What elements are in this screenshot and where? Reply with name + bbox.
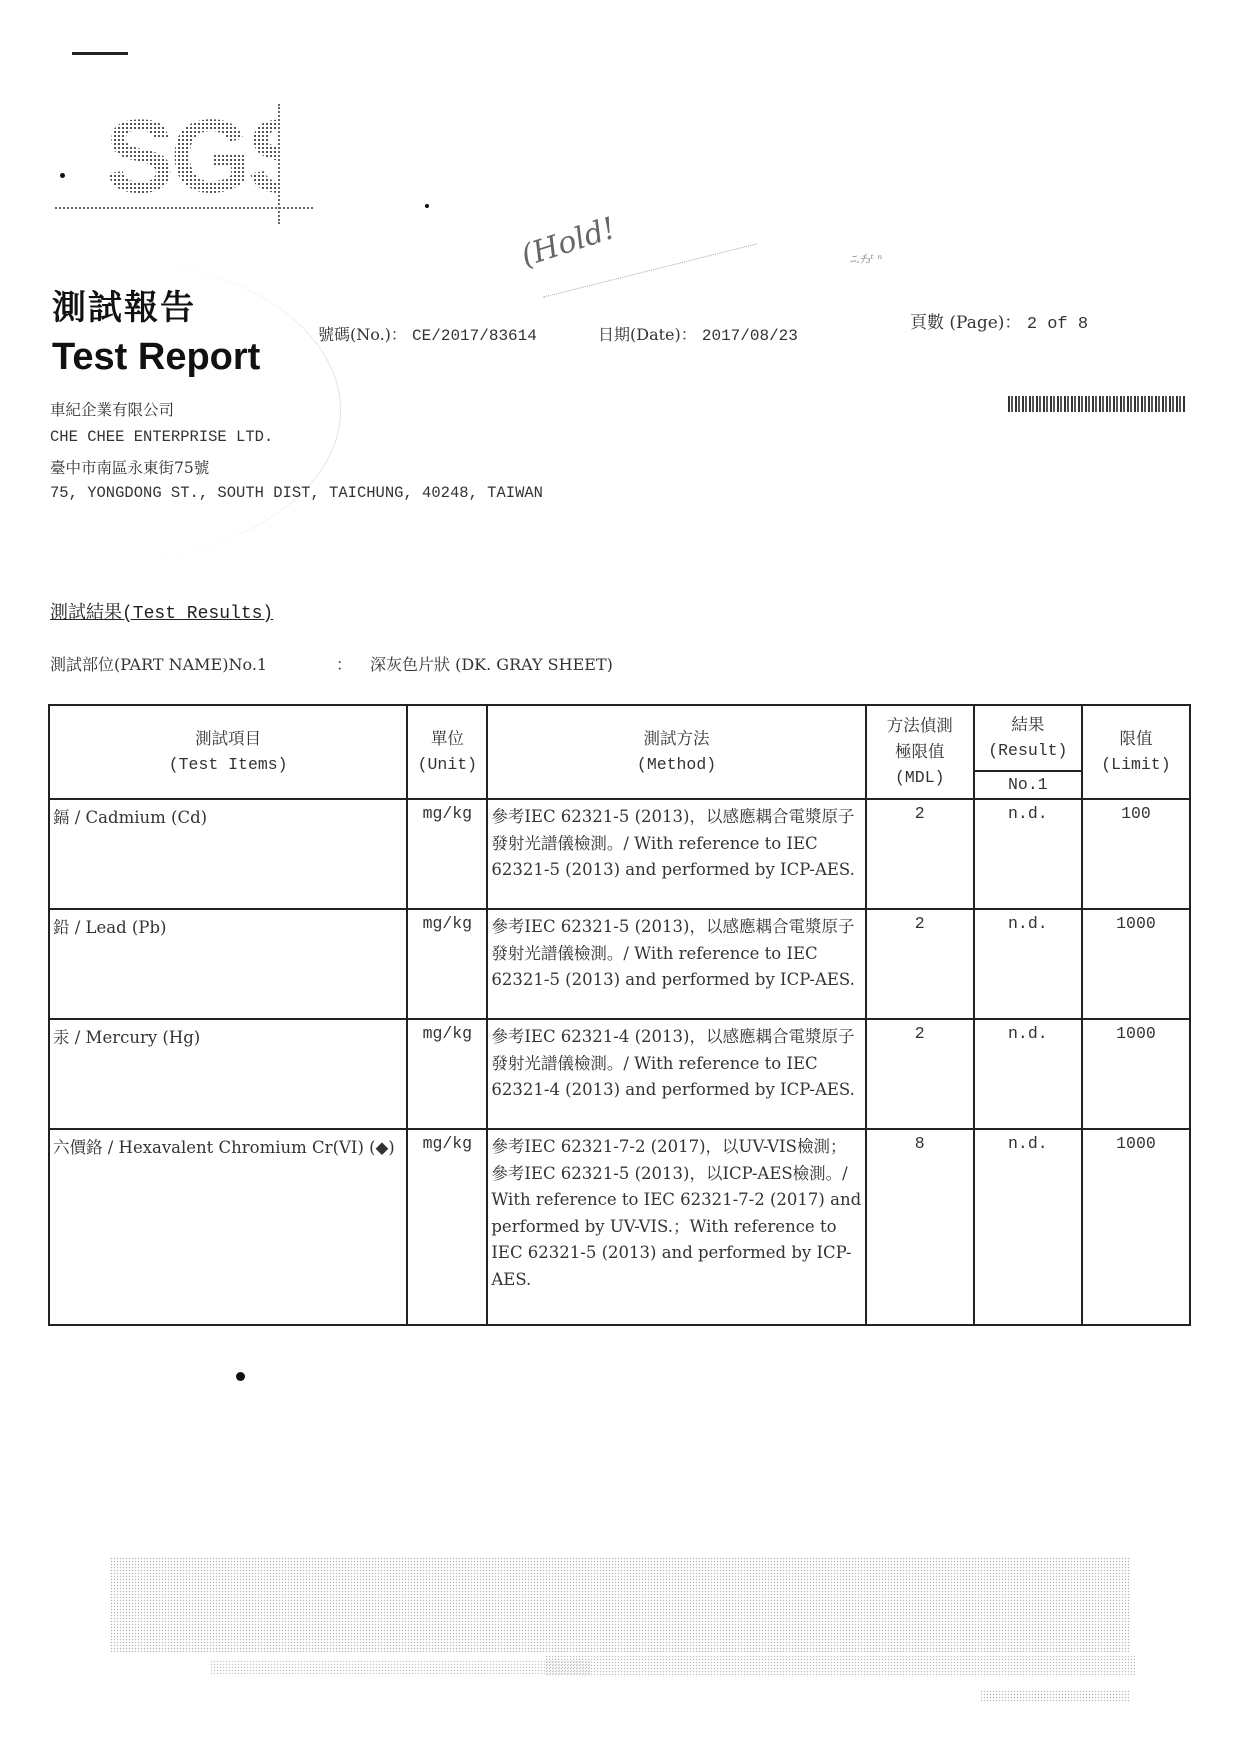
cell-result: n.d.	[974, 1019, 1082, 1129]
footer-member-code	[980, 1690, 1130, 1702]
handwritten-scribble: ﾆ.ﾁ₃ᵗ ⁿ	[850, 252, 883, 266]
part-separator: ：	[336, 655, 353, 674]
table-row-lead	[49, 909, 1190, 1019]
cell-limit: 1000	[1082, 909, 1190, 1019]
cell-limit: 100	[1082, 799, 1190, 909]
cell-mdl: 8	[866, 1129, 974, 1325]
cell-item: 鎘 / Cadmium (Cd)	[49, 799, 407, 909]
col-label-cn: 限值	[1119, 729, 1153, 748]
scan-dot	[60, 173, 65, 178]
col-label-cn: 單位	[430, 729, 464, 748]
col-method	[487, 705, 865, 799]
col-label-en: (Method)	[636, 755, 717, 774]
cell-unit: mg/kg	[407, 1129, 487, 1325]
top-dash-mark	[72, 52, 128, 55]
col-label-cn: 結果	[1011, 715, 1045, 734]
table-row-cadmium	[49, 799, 1190, 909]
cell-result: n.d.	[974, 909, 1082, 1019]
col-label-en: (MDL)	[894, 768, 945, 787]
col-result	[974, 705, 1082, 771]
cell-method: 參考IEC 62321-5 (2013)，以感應耦合電漿原子發射光譜儀檢測。/ With reference to IEC 62321-5 (2013) and performed by ICP-AES.	[487, 909, 865, 1019]
barcode	[1008, 396, 1186, 412]
report-date: 2017/08/23	[701, 327, 798, 345]
cell-result: n.d.	[974, 799, 1082, 909]
cell-mdl: 2	[866, 1019, 974, 1129]
cell-limit: 1000	[1082, 1129, 1190, 1325]
page-number: 2 of 8	[1026, 315, 1089, 334]
cell-unit: mg/kg	[407, 909, 487, 1019]
col-limit	[1082, 705, 1190, 799]
part-name-value: 深灰色片狀 (DK. GRAY SHEET)	[370, 655, 613, 674]
cell-mdl: 2	[866, 909, 974, 1019]
report-date-line	[598, 322, 798, 345]
page-number-line	[910, 308, 1088, 334]
page-label: 頁數 (Page)：	[910, 313, 1022, 333]
client-address-en: 75, YONGDONG ST., SOUTH DIST, TAICHUNG, 40248, TAIWAN	[50, 484, 543, 502]
col-unit	[407, 705, 487, 799]
cell-unit: mg/kg	[407, 799, 487, 909]
col-test-items	[49, 705, 407, 799]
report-no-label: 號碼(No.)：	[318, 325, 407, 344]
cell-method: 參考IEC 62321-4 (2013)，以感應耦合電漿原子發射光譜儀檢測。/ With reference to IEC 62321-4 (2013) and performed by ICP-AES.	[487, 1019, 865, 1129]
cell-item: 鉛 / Lead (Pb)	[49, 909, 407, 1019]
table-header-row	[49, 705, 1190, 771]
col-label-cn: 測試項目	[195, 729, 262, 748]
client-address-cn: 臺中市南區永東街75號	[50, 459, 210, 477]
footer-contact-text	[545, 1655, 1135, 1677]
cell-method: 參考IEC 62321-5 (2013)，以感應耦合電漿原子發射光譜儀檢測。/ With reference to IEC 62321-5 (2013) and performed by ICP-AES.	[487, 799, 865, 909]
col-label-en: (Test Items)	[168, 755, 288, 774]
cell-item: 六價鉻 / Hexavalent Chromium Cr(VI) (◆)	[49, 1129, 407, 1325]
date-label: 日期(Date)：	[598, 325, 697, 344]
cell-mdl: 2	[866, 799, 974, 909]
test-results-heading: 測試結果(Test Results)	[50, 604, 274, 624]
report-title-en: Test Report	[52, 336, 261, 378]
logo-rule-vertical	[278, 104, 280, 224]
col-label-en: (Unit)	[417, 755, 478, 774]
scan-dot	[236, 1372, 245, 1381]
report-no: CE/2017/83614	[412, 327, 537, 345]
col-label-cn-2: 極限值	[895, 742, 945, 761]
col-label-cn: 方法偵測	[886, 716, 953, 735]
report-number-line	[318, 322, 537, 345]
cell-result: n.d.	[974, 1129, 1082, 1325]
table-row-hexavalent-chromium	[49, 1129, 1190, 1325]
col-label-cn: 測試方法	[643, 729, 710, 748]
sgs-logo: SGS	[105, 99, 313, 215]
cell-method: 參考IEC 62321-7-2 (2017)，以UV-VIS檢測；參考IEC 62321-5 (2013)，以ICP-AES檢測。/ With reference to IEC 62321-7-2 (2017) and performed by UV-VIS.；With reference to IEC 62321-5 (2013) and performed by ICP-AES.	[487, 1129, 865, 1325]
logo-rule-horizontal	[55, 207, 313, 209]
col-result-sample: No.1	[974, 771, 1082, 799]
col-label-en: (Limit)	[1101, 755, 1171, 774]
report-title-cn: 測試報告	[52, 288, 196, 328]
cell-item: 汞 / Mercury (Hg)	[49, 1019, 407, 1129]
footer-legal-text	[110, 1557, 1130, 1652]
table-row-mercury	[49, 1019, 1190, 1129]
part-name-label: 測試部位(PART NAME)No.1	[50, 655, 268, 674]
handwritten-note: (Hold!	[516, 210, 620, 275]
col-mdl	[866, 705, 974, 799]
cell-limit: 1000	[1082, 1019, 1190, 1129]
test-results-table	[48, 704, 1191, 1326]
cell-unit: mg/kg	[407, 1019, 487, 1129]
footer-address-text	[210, 1660, 590, 1674]
client-name-en: CHE CHEE ENTERPRISE LTD.	[50, 428, 274, 446]
col-label-en: (Result)	[988, 741, 1068, 760]
client-name-cn: 車紀企業有限公司	[50, 401, 175, 419]
scan-dot	[425, 204, 429, 208]
